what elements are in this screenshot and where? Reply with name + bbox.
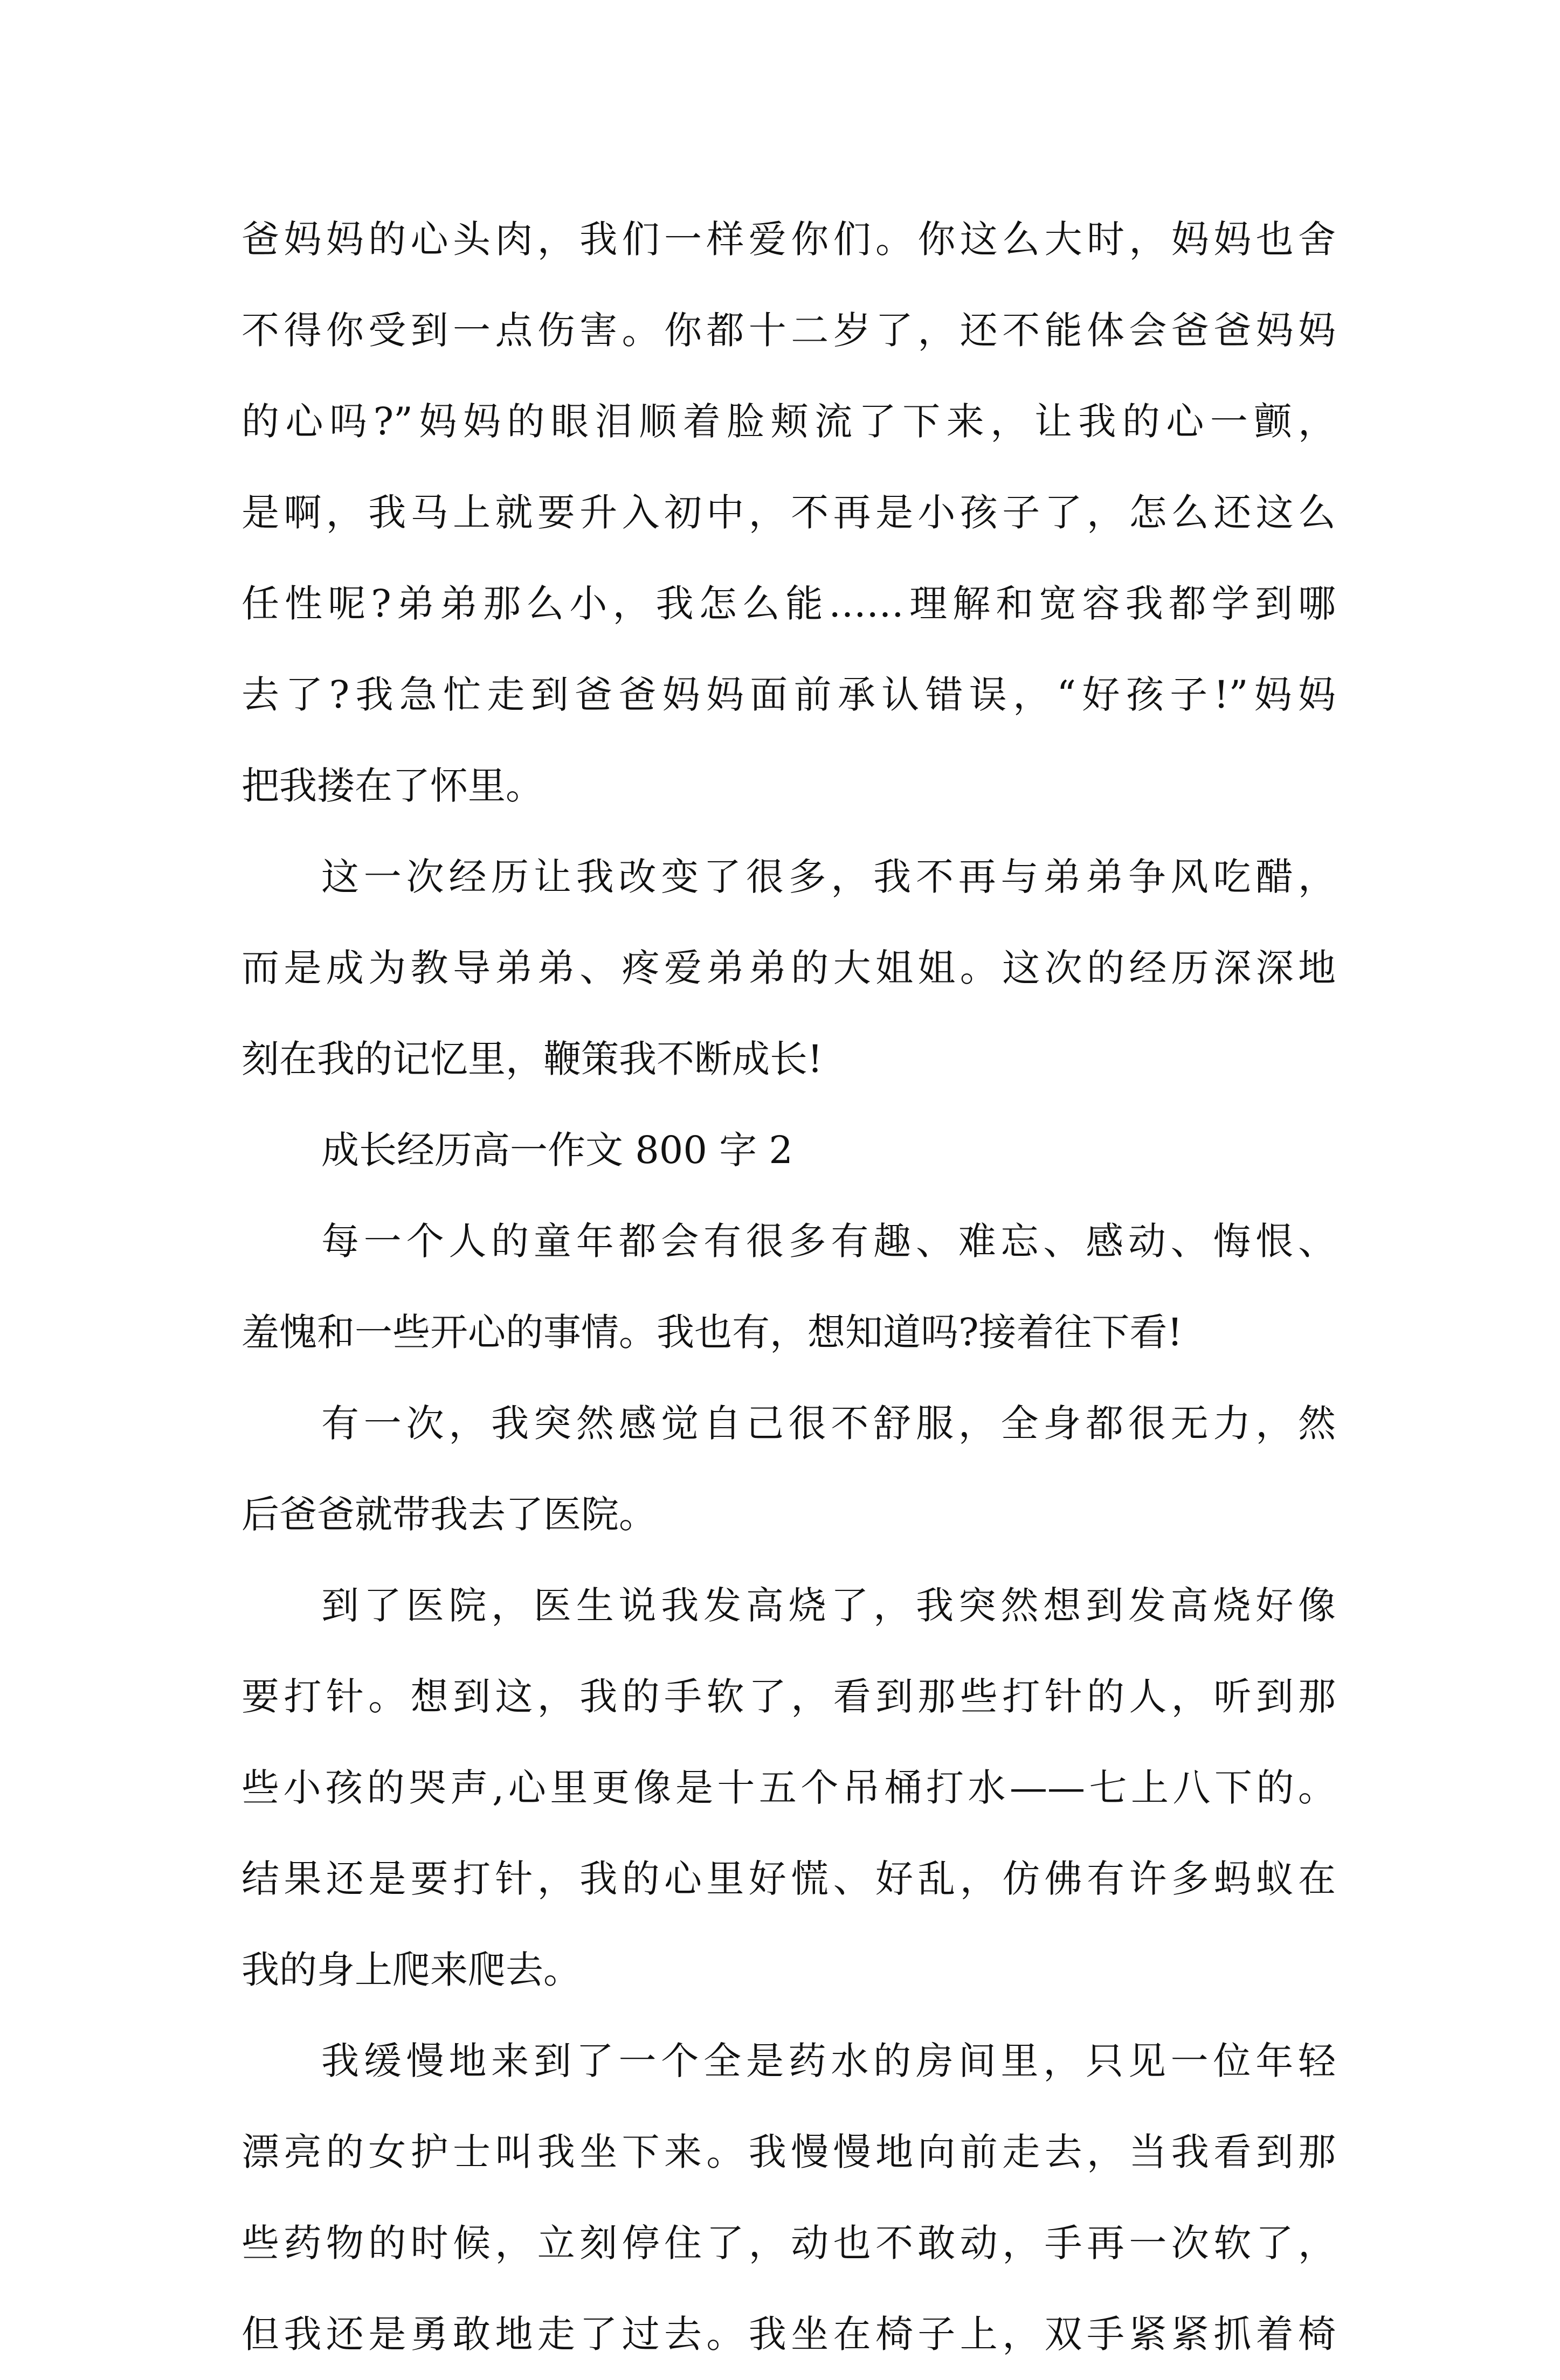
text-line: 而是成为教导弟弟、疼爱弟弟的大姐姐。这次的经历深深地 xyxy=(241,946,1336,990)
text-line: 刻在我的记忆里，鞭策我不断成长! xyxy=(241,1037,823,1081)
text-line: 结果还是要打针，我的心里好慌、好乱，仿佛有许多蚂蚁在 xyxy=(241,1857,1336,1901)
essay-text xyxy=(241,194,1336,2380)
text-line: 不得你受到一点伤害。你都十二岁了，还不能体会爸爸妈妈 xyxy=(241,308,1336,352)
text-line: 爸妈妈的心头肉，我们一样爱你们。你这么大时，妈妈也舍 xyxy=(241,217,1336,261)
paragraph-first-line: 这一次经历让我改变了很多，我不再与弟弟争风吃醋， xyxy=(321,855,1336,899)
text-line: 把我搂在了怀里。 xyxy=(241,764,543,808)
text-line: 是啊，我马上就要升入初中，不再是小孩子了，怎么还这么 xyxy=(241,490,1336,535)
text-line: 些小孩的哭声,心里更像是十五个吊桶打水——七上八下的。 xyxy=(241,1766,1336,1810)
text-line: 些药物的时候，立刻停住了，动也不敢动，手再一次软了， xyxy=(241,2221,1336,2265)
paragraph-first-line: 到了医院，医生说我发高烧了，我突然想到发高烧好像 xyxy=(321,1583,1336,1628)
text-line: 要打针。想到这，我的手软了，看到那些打针的人，听到那 xyxy=(241,1675,1336,1719)
text-line: 我的身上爬来爬去。 xyxy=(241,1948,581,1992)
text-line: 但我还是勇敢地走了过去。我坐在椅子上，双手紧紧抓着椅 xyxy=(241,2312,1336,2356)
text-line: 羞愧和一些开心的事情。我也有，想知道吗?接着往下看! xyxy=(241,1310,1183,1354)
paragraph-first-line: 我缓慢地来到了一个全是药水的房间里，只见一位年轻 xyxy=(321,2039,1336,2083)
paragraph-first-line: 有一次，我突然感觉自己很不舒服，全身都很无力，然 xyxy=(321,1401,1336,1445)
text-line: 后爸爸就带我去了医院。 xyxy=(241,1492,657,1537)
section-heading: 成长经历高一作文 800 字 2 xyxy=(321,1128,793,1172)
paragraph-first-line: 每一个人的童年都会有很多有趣、难忘、感动、悔恨、 xyxy=(321,1219,1336,1263)
text-line: 去了?我急忙走到爸爸妈妈面前承认错误，“好孩子!”妈妈 xyxy=(241,673,1336,717)
text-line: 漂亮的女护士叫我坐下来。我慢慢地向前走去，当我看到那 xyxy=(241,2130,1336,2174)
text-line: 任性呢?弟弟那么小，我怎么能……理解和宽容我都学到哪 xyxy=(241,582,1336,626)
text-line: 的心吗?”妈妈的眼泪顺着脸颊流了下来，让我的心一颤， xyxy=(241,399,1336,444)
